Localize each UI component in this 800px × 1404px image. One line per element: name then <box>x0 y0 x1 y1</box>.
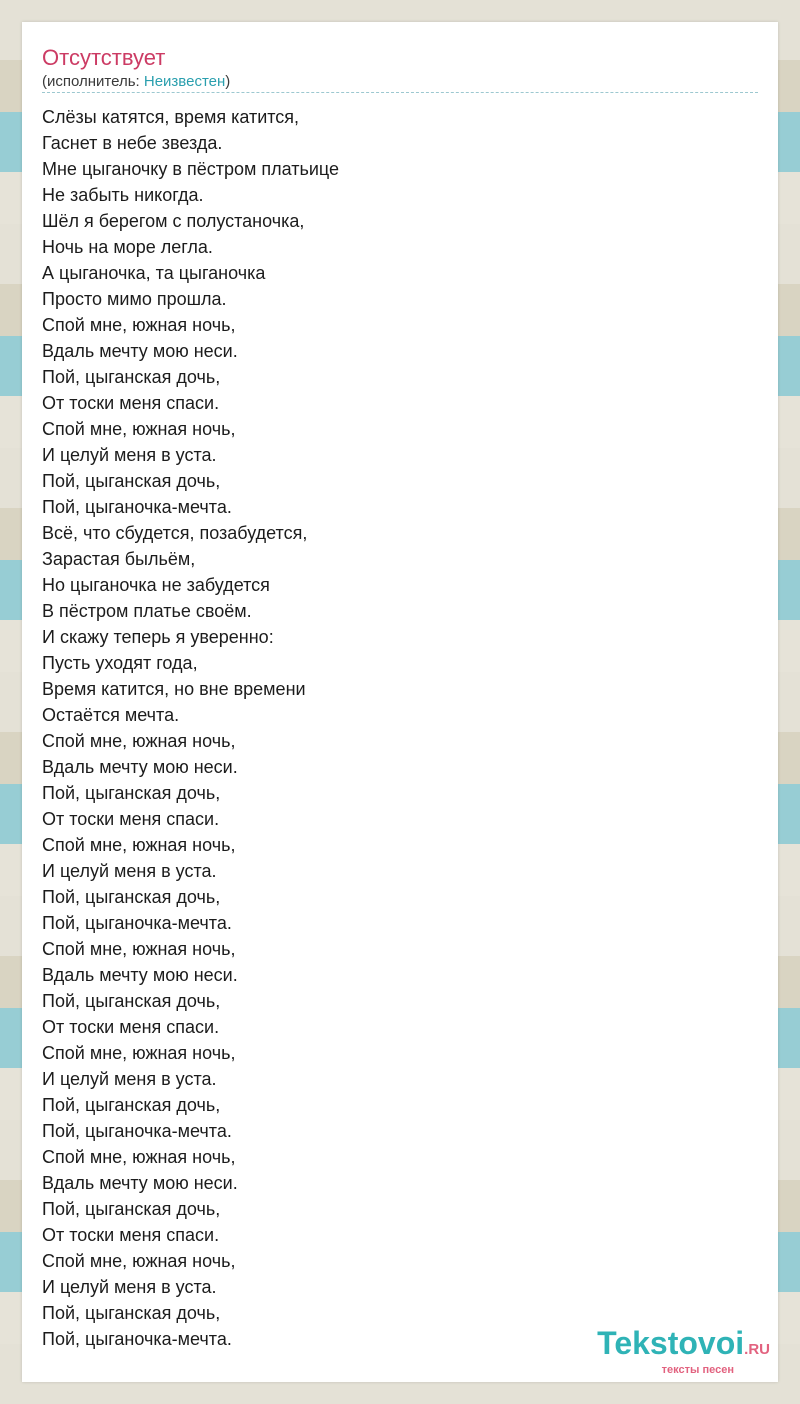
lyric-line: Спой мне, южная ночь, <box>42 1251 236 1271</box>
lyric-line: Пусть уходят года, <box>42 653 198 673</box>
lyric-line: От тоски меня спаси. <box>42 393 220 413</box>
lyric-line: А цыганочка, та цыганочка <box>42 263 266 283</box>
lyric-line: Спой мне, южная ночь, <box>42 1147 236 1167</box>
lyric-line: Пой, цыганочка-мечта. <box>42 1121 232 1141</box>
lyric-line: Пой, цыганочка-мечта. <box>42 913 232 933</box>
lyric-line: Пой, цыганская дочь, <box>42 1095 221 1115</box>
lyric-line: Всё, что сбудется, позабудется, <box>42 523 308 543</box>
lyric-line: Вдаль мечту мою неси. <box>42 757 238 777</box>
logo-tagline: тексты песен <box>661 1364 734 1376</box>
lyric-line: Вдаль мечту мою неси. <box>42 1173 238 1193</box>
lyrics-text <box>42 104 339 1352</box>
artist-line <box>42 72 230 92</box>
artist-suffix: ) <box>225 73 231 90</box>
lyric-line: От тоски меня спаси. <box>42 1017 220 1037</box>
lyric-line: Зарастая быльём, <box>42 549 196 569</box>
lyric-line: И скажу теперь я уверенно: <box>42 627 274 647</box>
lyric-line: Спой мне, южная ночь, <box>42 315 236 335</box>
logo-tld: .RU <box>744 1341 770 1358</box>
lyric-line: И целуй меня в уста. <box>42 445 217 465</box>
lyric-line: Спой мне, южная ночь, <box>42 939 236 959</box>
lyric-line: Пой, цыганочка-мечта. <box>42 1329 232 1349</box>
lyric-line: От тоски меня спаси. <box>42 1225 220 1245</box>
lyric-line: Пой, цыганская дочь, <box>42 887 221 907</box>
header-divider <box>42 92 758 93</box>
lyric-line: Пой, цыганская дочь, <box>42 471 221 491</box>
lyric-line: Ночь на море легла. <box>42 237 213 257</box>
lyric-line: От тоски меня спаси. <box>42 809 220 829</box>
lyric-line: Спой мне, южная ночь, <box>42 835 236 855</box>
lyric-line: Пой, цыганочка-мечта. <box>42 497 232 517</box>
artist-prefix: (исполнитель: <box>42 73 144 90</box>
lyrics-card <box>22 22 778 1382</box>
lyric-line: Пой, цыганская дочь, <box>42 991 221 1011</box>
lyric-line: Гаснет в небе звезда. <box>42 133 223 153</box>
lyric-line: Спой мне, южная ночь, <box>42 419 236 439</box>
lyric-line: Спой мне, южная ночь, <box>42 731 236 751</box>
lyric-line: Мне цыганочку в пёстром платьице <box>42 159 340 179</box>
artist-link[interactable]: Неизвестен <box>143 73 226 90</box>
lyric-line: Вдаль мечту мою неси. <box>42 341 238 361</box>
song-title: Отсутствует <box>42 45 166 70</box>
lyric-line: Вдаль мечту мою неси. <box>42 965 238 985</box>
lyric-line: Остаётся мечта. <box>42 705 180 725</box>
lyric-line: И целуй меня в уста. <box>42 861 217 881</box>
lyric-line: Время катится, но вне времени <box>42 679 306 699</box>
lyric-line: Пой, цыганская дочь, <box>42 367 221 387</box>
lyric-line: Шёл я берегом с полустаночка, <box>42 211 305 231</box>
lyric-line: Пой, цыганская дочь, <box>42 783 221 803</box>
lyric-line: Пой, цыганская дочь, <box>42 1303 221 1323</box>
lyric-line: И целуй меня в уста. <box>42 1277 217 1297</box>
logo-wordmark <box>597 1326 770 1367</box>
site-logo[interactable] <box>597 1326 770 1376</box>
lyric-line: Пой, цыганская дочь, <box>42 1199 221 1219</box>
lyric-line: Слёзы катятся, время катится, <box>42 107 300 127</box>
lyric-line: Спой мне, южная ночь, <box>42 1043 236 1063</box>
lyric-line: Не забыть никогда. <box>42 185 204 205</box>
lyric-line: В пёстром платье своём. <box>42 601 252 621</box>
lyric-line: Но цыганочка не забудется <box>42 575 270 595</box>
lyric-line: Просто мимо прошла. <box>42 289 227 309</box>
lyric-line: И целуй меня в уста. <box>42 1069 217 1089</box>
logo-name: Tekstovoi <box>597 1325 745 1361</box>
